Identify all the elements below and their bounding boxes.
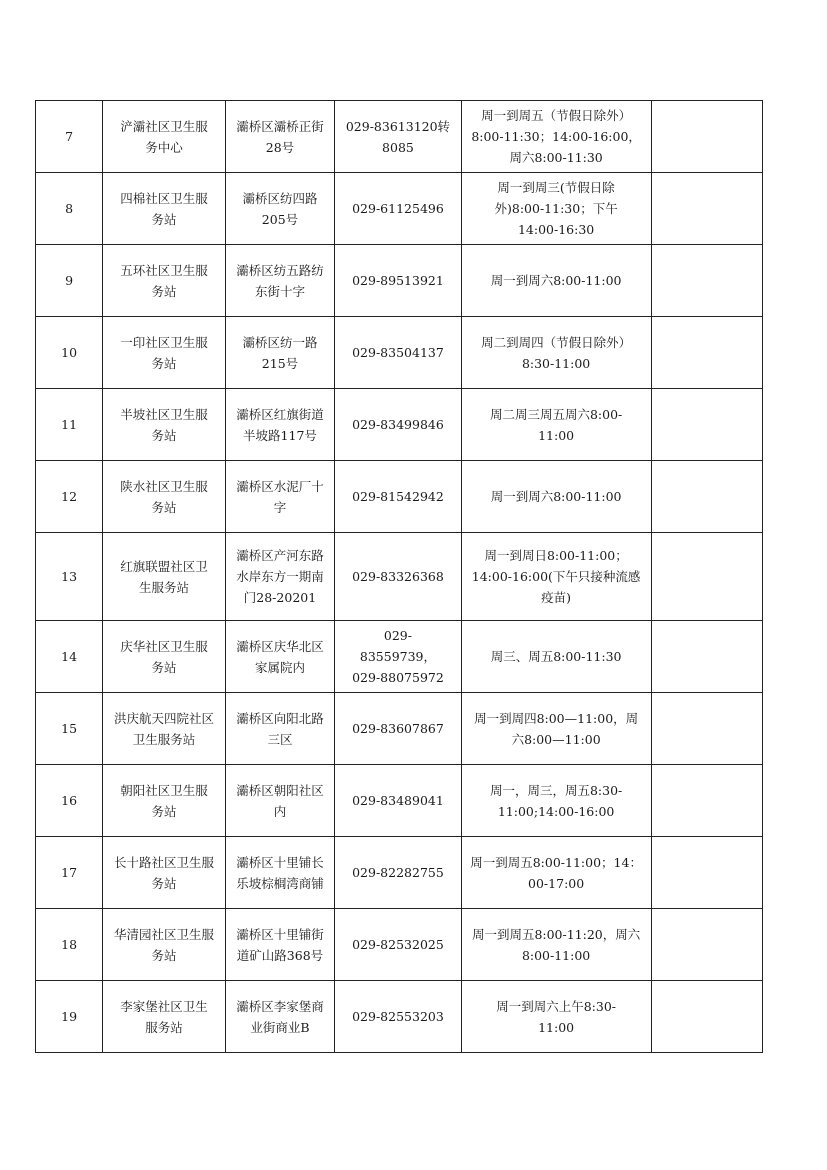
station-address-text: 灞桥区纺五路纺东街十字	[236, 262, 324, 299]
station-name	[103, 909, 226, 981]
station-phone-text: 029-82282755	[352, 865, 444, 880]
station-name	[103, 621, 226, 693]
row-number: 17	[36, 837, 103, 909]
station-address	[225, 765, 334, 837]
row-number: 19	[36, 981, 103, 1053]
station-address-text: 灞桥区纺四路205号	[242, 190, 318, 227]
station-name	[103, 765, 226, 837]
row-number: 8	[36, 173, 103, 245]
service-hours	[461, 173, 651, 245]
service-hours-text: 周一，周三，周五8:30-11:00;14:00-16:00	[489, 782, 623, 819]
table-row	[36, 317, 763, 389]
table-row	[36, 981, 763, 1053]
remarks-cell	[651, 909, 763, 981]
station-phone-text: 029-82532025	[352, 937, 444, 952]
station-address-text: 灞桥区水泥厂十字	[236, 478, 324, 515]
table-row	[36, 245, 763, 317]
station-phone-text: 029-83504137	[352, 345, 444, 360]
schedule-table	[35, 100, 763, 1053]
remarks-cell	[651, 693, 763, 765]
remarks-cell	[651, 101, 763, 173]
service-hours-text: 周二周三周五周六8:00-11:00	[489, 406, 623, 443]
service-hours-text: 周一到周日8:00-11:00；14:00-16:00(下午只接种流感疫苗)	[471, 548, 641, 605]
table-row	[36, 837, 763, 909]
service-hours	[461, 621, 651, 693]
row-number: 15	[36, 693, 103, 765]
station-address-text: 灞桥区十里铺长乐坡棕榈湾商铺	[236, 854, 324, 891]
station-address	[225, 909, 334, 981]
service-hours	[461, 461, 651, 533]
remarks-cell	[651, 533, 763, 621]
station-name	[103, 389, 226, 461]
station-address	[225, 621, 334, 693]
service-hours-text: 周三、周五8:00-11:30	[490, 649, 622, 664]
remarks-cell	[651, 173, 763, 245]
station-phone-text: 029-83499846	[352, 417, 444, 432]
service-hours	[461, 101, 651, 173]
station-phone-text: 029-83559739，029-88075972	[352, 628, 444, 685]
service-hours-text: 周一到周六8:00-11:00	[490, 489, 622, 504]
station-address-text: 灞桥区朝阳社区内	[236, 782, 324, 819]
station-address	[225, 245, 334, 317]
station-name	[103, 533, 226, 621]
service-hours-text: 周一到周六8:00-11:00	[490, 273, 622, 288]
station-name	[103, 461, 226, 533]
station-name-text: 洪庆航天四院社区卫生服务站	[114, 710, 215, 747]
table-row	[36, 389, 763, 461]
station-name	[103, 173, 226, 245]
station-address-text: 灞桥区纺一路215号	[242, 334, 318, 371]
table-row	[36, 621, 763, 693]
service-hours	[461, 317, 651, 389]
station-name-text: 四棉社区卫生服务站	[120, 190, 208, 227]
row-number: 18	[36, 909, 103, 981]
station-phone	[335, 245, 462, 317]
station-phone-text: 029-83613120转8085	[345, 118, 451, 155]
service-hours	[461, 909, 651, 981]
row-number: 13	[36, 533, 103, 621]
service-hours	[461, 837, 651, 909]
station-phone	[335, 765, 462, 837]
remarks-cell	[651, 317, 763, 389]
remarks-cell	[651, 981, 763, 1053]
remarks-cell	[651, 765, 763, 837]
station-address-text: 灞桥区产河东路水岸东方一期南门28-20201	[236, 548, 324, 605]
station-name-text: 华清园社区卫生服务站	[114, 926, 215, 963]
station-name	[103, 693, 226, 765]
station-name	[103, 981, 226, 1053]
row-number: 14	[36, 621, 103, 693]
row-number: 10	[36, 317, 103, 389]
station-name-text: 李家堡社区卫生服务站	[120, 998, 208, 1035]
station-name-text: 长十路社区卫生服务站	[114, 854, 215, 891]
service-hours-text: 周一到周五（节假日除外）8:00-11:30；14:00-16:00，周六8:00-11:30	[471, 108, 641, 165]
station-name-text: 一印社区卫生服务站	[120, 334, 208, 371]
station-phone-text: 029-83489041	[352, 793, 444, 808]
station-phone-text: 029-89513921	[352, 273, 444, 288]
service-hours-text: 周一到周五8:00-11:00；14：00-17:00	[470, 854, 642, 891]
station-address-text: 灞桥区向阳北路三区	[236, 710, 324, 747]
station-address	[225, 389, 334, 461]
station-name-text: 庆华社区卫生服务站	[120, 638, 208, 675]
station-address-text: 灞桥区灞桥正街28号	[236, 118, 324, 155]
row-number: 7	[36, 101, 103, 173]
station-address	[225, 981, 334, 1053]
service-hours-text: 周一到周三(节假日除外)8:00-11:30；下午14:00-16:30	[494, 180, 618, 237]
station-address-text: 灞桥区李家堡商业街商业B	[236, 998, 324, 1035]
station-phone-text: 029-82553203	[352, 1009, 444, 1024]
station-name	[103, 245, 226, 317]
service-hours	[461, 765, 651, 837]
station-address-text: 灞桥区庆华北区家属院内	[236, 638, 324, 675]
station-phone	[335, 837, 462, 909]
station-name	[103, 837, 226, 909]
row-number: 16	[36, 765, 103, 837]
remarks-cell	[651, 621, 763, 693]
station-phone	[335, 461, 462, 533]
table-row	[36, 693, 763, 765]
station-name-text: 半坡社区卫生服务站	[120, 406, 208, 443]
service-hours-text: 周二到周四（节假日除外）8:30-11:00	[481, 334, 632, 371]
station-address	[225, 173, 334, 245]
table-row	[36, 909, 763, 981]
station-name-text: 红旗联盟社区卫生服务站	[120, 558, 208, 595]
station-phone-text: 029-83607867	[352, 721, 444, 736]
service-hours-text: 周一到周五8:00-11:20，周六8:00-11:00	[471, 926, 641, 963]
service-hours	[461, 389, 651, 461]
station-address-text: 灞桥区红旗街道半坡路117号	[236, 406, 324, 443]
table-row	[36, 461, 763, 533]
station-address-text: 灞桥区十里铺街道矿山路368号	[236, 926, 324, 963]
station-phone	[335, 389, 462, 461]
row-number: 9	[36, 245, 103, 317]
station-name-text: 朝阳社区卫生服务站	[120, 782, 208, 819]
station-name-text: 浐灞社区卫生服务中心	[120, 118, 208, 155]
table-row	[36, 533, 763, 621]
station-address	[225, 461, 334, 533]
station-phone-text: 029-61125496	[352, 201, 444, 216]
table-row	[36, 765, 763, 837]
station-phone-text: 029-81542942	[352, 489, 444, 504]
station-phone	[335, 909, 462, 981]
station-address	[225, 693, 334, 765]
station-name-text: 五环社区卫生服务站	[120, 262, 208, 299]
service-hours	[461, 981, 651, 1053]
remarks-cell	[651, 461, 763, 533]
remarks-cell	[651, 389, 763, 461]
station-name-text: 陕水社区卫生服务站	[120, 478, 208, 515]
table-row	[36, 173, 763, 245]
remarks-cell	[651, 837, 763, 909]
station-phone-text: 029-83326368	[352, 569, 444, 584]
station-phone	[335, 533, 462, 621]
station-address	[225, 101, 334, 173]
station-address	[225, 837, 334, 909]
station-phone	[335, 173, 462, 245]
row-number: 11	[36, 389, 103, 461]
station-phone	[335, 693, 462, 765]
service-hours-text: 周一到周四8:00—11:00，周六8:00—11:00	[474, 710, 639, 747]
station-phone	[335, 981, 462, 1053]
station-address	[225, 317, 334, 389]
station-phone	[335, 621, 462, 693]
station-name	[103, 101, 226, 173]
station-name	[103, 317, 226, 389]
remarks-cell	[651, 245, 763, 317]
service-hours	[461, 693, 651, 765]
station-phone	[335, 101, 462, 173]
row-number: 12	[36, 461, 103, 533]
schedule-table-body	[36, 101, 763, 1053]
station-phone	[335, 317, 462, 389]
service-hours-text: 周一到周六上午8:30-11:00	[496, 998, 616, 1035]
service-hours	[461, 533, 651, 621]
table-row	[36, 101, 763, 173]
station-address	[225, 533, 334, 621]
service-hours	[461, 245, 651, 317]
